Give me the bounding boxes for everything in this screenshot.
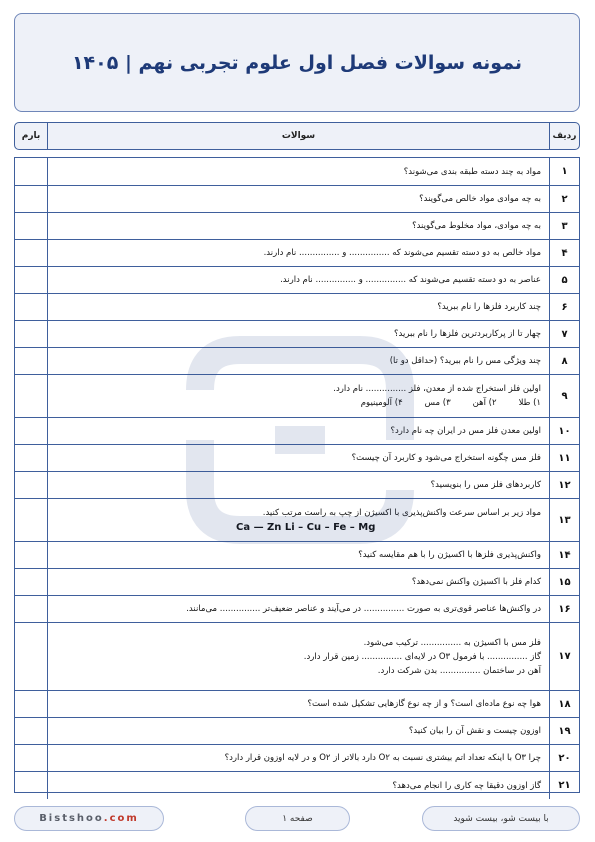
question-text: اولین معدن فلز مس در ایران چه نام دارد؟ <box>390 426 541 436</box>
question-text: به چه موادی، مواد مخلوط می‌گویند؟ <box>412 221 541 231</box>
table-row <box>15 623 579 691</box>
header-questions: سوالات <box>47 123 549 149</box>
score-cell[interactable] <box>15 596 47 622</box>
answer-option: ۳) مس <box>424 398 451 408</box>
row-number: ۴ <box>549 240 579 266</box>
table-row <box>15 691 579 718</box>
row-number: ۱۸ <box>549 691 579 717</box>
score-cell[interactable] <box>15 472 47 498</box>
header-score: بارم <box>21 131 41 141</box>
score-cell[interactable] <box>15 375 47 417</box>
score-cell[interactable] <box>15 691 47 717</box>
question-text: فلز مس چگونه استخراج می‌شود و کاربرد آن چیست؟ <box>351 453 541 463</box>
footer-page-number <box>245 806 350 831</box>
row-number: ۱۷ <box>549 623 579 690</box>
question-text: عناصر به دو دسته تقسیم می‌شوند که ............... و ............... نام دارند. <box>280 275 541 285</box>
score-cell[interactable] <box>15 445 47 471</box>
question-cell <box>47 772 549 799</box>
question-text: کدام فلز با اکسیژن واکنش نمی‌دهد؟ <box>411 577 541 587</box>
question-text: گاز ............... با فرمول O۳ در لایه‌ای ............... زمین قرار دارد. <box>303 651 541 662</box>
question-text: آهن در ساختمان ............... بدن شرکت دارد. <box>377 665 541 676</box>
watermark-logo-icon <box>180 330 420 550</box>
table-row <box>15 158 579 186</box>
row-number: ۱۰ <box>549 418 579 444</box>
row-number: ۱ <box>549 158 579 185</box>
question-cell <box>47 213 549 239</box>
row-number: ۱۲ <box>549 472 579 498</box>
header-row-number: ردیف <box>549 123 579 149</box>
score-cell[interactable] <box>15 542 47 568</box>
question-text: در واکنش‌ها عناصر قوی‌تری به صورت ............... در می‌آیند و عناصر ضعیف‌تر ............... می‌مانند. <box>186 604 541 614</box>
page-title: نمونه سوالات فصل اول علوم تجربی نهم | ۱۴۰۵ <box>71 51 523 74</box>
score-cell[interactable] <box>15 569 47 595</box>
score-cell[interactable] <box>15 213 47 239</box>
row-number: ۱۳ <box>549 499 579 541</box>
table-row <box>15 596 579 623</box>
question-cell <box>47 623 549 690</box>
table-row <box>15 267 579 294</box>
question-cell <box>47 745 549 771</box>
row-number: ۵ <box>549 267 579 293</box>
question-text: مواد خالص به دو دسته تقسیم می‌شوند که ............... و ............... نام دارند. <box>263 248 541 258</box>
brand-domain: .com <box>103 813 139 824</box>
score-cell[interactable] <box>15 623 47 690</box>
row-number: ۱۴ <box>549 542 579 568</box>
row-number: ۲۰ <box>549 745 579 771</box>
element-sequence: Ca — Zn Li – Cu – Fe – Mg <box>236 521 376 533</box>
question-text: مواد زیر بر اساس سرعت واکنش‌پذیری با اکسیژن از چپ به راست مرتب کنید. <box>262 507 541 518</box>
score-cell[interactable] <box>15 158 47 185</box>
page-number: صفحه ۱ <box>282 813 313 824</box>
question-cell <box>47 596 549 622</box>
brand-name: Bistshoo <box>39 813 104 824</box>
question-cell <box>47 569 549 595</box>
answer-option: ۲) آهن <box>472 398 497 408</box>
table-header <box>14 122 580 150</box>
score-cell[interactable] <box>15 186 47 212</box>
question-text: چهار تا از پرکاربردترین فلزها را نام ببرید؟ <box>393 329 541 339</box>
question-text: فلز مس با اکسیژن به ............... ترکیب می‌شود. <box>363 637 541 648</box>
score-cell[interactable] <box>15 499 47 541</box>
score-cell[interactable] <box>15 418 47 444</box>
row-number: ۱۵ <box>549 569 579 595</box>
score-cell[interactable] <box>15 745 47 771</box>
question-text: کاربردهای فلز مس را بنویسید؟ <box>430 480 541 490</box>
question-text: واکنش‌پذیری فلزها با اکسیژن را با هم مقایسه کنید؟ <box>358 550 541 560</box>
footer-brand[interactable] <box>14 806 164 831</box>
row-number: ۲۱ <box>549 772 579 799</box>
question-cell <box>47 718 549 744</box>
table-row <box>15 294 579 321</box>
row-number: ۷ <box>549 321 579 347</box>
answer-option: ۱) طلا <box>518 398 541 408</box>
question-cell <box>47 691 549 717</box>
score-cell[interactable] <box>15 240 47 266</box>
row-number: ۱۶ <box>549 596 579 622</box>
slogan-text: با بیست شو، بیست شوید <box>453 813 549 824</box>
row-number: ۱۹ <box>549 718 579 744</box>
row-number: ۲ <box>549 186 579 212</box>
answer-option: ۴) آلومینیوم <box>360 398 403 408</box>
table-row <box>15 772 579 799</box>
table-row <box>15 569 579 596</box>
question-cell <box>47 240 549 266</box>
score-cell[interactable] <box>15 348 47 374</box>
table-row <box>15 213 579 240</box>
row-number: ۹ <box>549 375 579 417</box>
score-cell[interactable] <box>15 772 47 799</box>
table-row <box>15 240 579 267</box>
question-text: اولین فلز استخراج شده از معدن، فلز ............... نام دارد. <box>333 384 541 394</box>
question-cell <box>47 186 549 212</box>
title-box <box>14 13 580 112</box>
score-cell[interactable] <box>15 294 47 320</box>
question-text: چرا O۳ با اینکه تعداد اتم بیشتری نسبت به O۲ دارد بالاتر از O۲ و در لایه اوزون قرار دارد؟ <box>224 753 541 763</box>
table-row <box>15 718 579 745</box>
table-row <box>15 745 579 772</box>
question-text: اوزون چیست و نقش آن را بیان کنید؟ <box>408 726 541 736</box>
row-number: ۶ <box>549 294 579 320</box>
table-row <box>15 186 579 213</box>
question-text: هوا چه نوع ماده‌ای است؟ و از چه نوع گازهایی تشکیل شده است؟ <box>307 699 541 709</box>
question-text: چند ویژگی مس را نام ببرید؟ (حداقل دو تا) <box>389 356 541 366</box>
question-text: گاز اوزون دقیقا چه کاری را انجام می‌دهد؟ <box>392 780 541 791</box>
question-text: مواد به چند دسته طبقه بندی می‌شوند؟ <box>403 166 541 177</box>
row-number: ۸ <box>549 348 579 374</box>
question-text: چند کاربرد فلزها را نام ببرید؟ <box>437 302 541 312</box>
score-cell[interactable] <box>15 718 47 744</box>
score-cell[interactable] <box>15 267 47 293</box>
question-cell <box>47 294 549 320</box>
question-cell <box>47 158 549 185</box>
score-cell[interactable] <box>15 321 47 347</box>
question-cell <box>47 267 549 293</box>
footer-slogan <box>422 806 580 831</box>
row-number: ۱۱ <box>549 445 579 471</box>
question-text: به چه موادی مواد خالص می‌گویند؟ <box>419 194 541 204</box>
row-number: ۳ <box>549 213 579 239</box>
